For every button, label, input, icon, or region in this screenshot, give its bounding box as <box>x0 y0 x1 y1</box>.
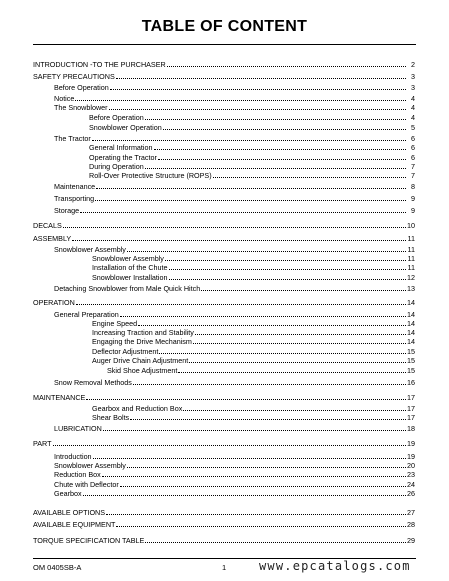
toc-entry-label: Snowblower Assembly <box>92 254 164 263</box>
toc-entry-label: Introduction <box>54 452 92 461</box>
dot-leader <box>120 316 406 317</box>
toc-entry-page: 2 <box>411 60 415 69</box>
toc-entry-page: 7 <box>411 171 415 180</box>
dot-leader <box>106 514 406 515</box>
toc-entry <box>54 246 415 254</box>
dot-leader <box>75 100 406 101</box>
toc-entry-label: LUBRICATION <box>54 424 102 433</box>
toc-entry-label: The Tractor <box>54 134 91 143</box>
toc-entry-page: 10 <box>407 221 415 230</box>
toc-entry <box>92 348 415 356</box>
toc-entry-page: 6 <box>411 153 415 162</box>
toc-entry-page: 11 <box>407 234 415 243</box>
toc-entry-label: Snowblower Assembly <box>54 461 126 470</box>
toc-entry-page: 9 <box>411 206 415 215</box>
dot-leader <box>96 188 406 189</box>
toc-entry-label: Installation of the Chute <box>92 263 168 272</box>
toc-entry-page: 27 <box>407 508 415 517</box>
toc-entry <box>54 471 415 479</box>
toc-entry-page: 3 <box>411 83 415 92</box>
toc-entry-label: OPERATION <box>33 298 75 307</box>
toc-entry <box>54 84 415 92</box>
dot-leader <box>93 458 406 459</box>
toc-entry-page: 17 <box>407 393 415 402</box>
toc-entry-page: 14 <box>407 328 415 337</box>
toc-entry-label: MAINTENANCE <box>33 393 86 402</box>
toc-entry-label: Before Operation <box>54 83 109 92</box>
toc-entry <box>54 453 415 461</box>
dot-leader <box>213 177 406 178</box>
toc-entry-page: 4 <box>411 94 415 103</box>
dot-leader <box>183 410 406 411</box>
toc-entry-label: General Information <box>89 143 153 152</box>
toc-entry <box>54 311 415 319</box>
dot-leader <box>145 168 406 169</box>
toc-entry-label: TORQUE SPECIFICATION TABLE <box>33 536 145 545</box>
toc-entry <box>33 509 415 517</box>
toc-entry <box>54 462 415 470</box>
toc-entry <box>92 329 415 337</box>
page-title: TABLE OF CONTENT <box>141 18 308 35</box>
dot-leader <box>178 372 406 373</box>
toc-entry-page: 3 <box>411 72 415 81</box>
toc-entry-page: 16 <box>407 378 415 387</box>
toc-entry <box>33 394 415 402</box>
dot-leader <box>53 445 406 446</box>
toc-entry-page: 11 <box>407 263 415 272</box>
toc-entry-page: 11 <box>407 254 415 263</box>
toc-entry-page: 4 <box>411 113 415 122</box>
toc-entry-label: Engaging the Drive Mechanism <box>92 337 192 346</box>
toc-entry-label: During Operation <box>89 162 144 171</box>
toc-entry-label: PART <box>33 439 52 448</box>
toc-entry-page: 15 <box>407 366 415 375</box>
toc-entry <box>54 285 415 293</box>
toc-entry-page: 8 <box>411 182 415 191</box>
dot-leader <box>110 89 406 90</box>
toc-entry <box>89 163 415 171</box>
dot-leader <box>109 109 406 110</box>
dot-leader <box>72 240 406 241</box>
toc-entry <box>54 104 415 112</box>
dot-leader <box>193 343 406 344</box>
toc-entry-page: 15 <box>407 347 415 356</box>
toc-entry <box>54 207 415 215</box>
toc-entry-label: Maintenance <box>54 182 96 191</box>
toc-entry <box>33 537 415 545</box>
dot-leader <box>116 78 406 79</box>
dot-leader <box>189 362 406 363</box>
toc-entry <box>92 320 415 328</box>
toc-entry-page: 14 <box>407 319 415 328</box>
toc-entry <box>33 235 415 243</box>
toc-entry-label: Snow Removal Methods <box>54 378 132 387</box>
dot-leader <box>127 467 406 468</box>
toc-entry-page: 14 <box>407 337 415 346</box>
toc-entry-page: 18 <box>407 424 415 433</box>
toc-entry-label: Engine Speed <box>92 319 138 328</box>
dot-leader <box>169 269 406 270</box>
toc-entry <box>92 274 415 282</box>
toc-entry-label: Reduction Box <box>54 470 101 479</box>
toc-entry-page: 29 <box>407 536 415 545</box>
toc-entry <box>92 255 415 263</box>
toc-entry-label: Roll-Over Protective Structure (ROPS) <box>89 171 212 180</box>
toc-entry <box>54 379 415 387</box>
toc-entry <box>54 481 415 489</box>
dot-leader <box>120 486 406 487</box>
toc-entry <box>89 144 415 152</box>
toc-entry-page: 14 <box>407 310 415 319</box>
dot-leader <box>195 334 406 335</box>
dot-leader <box>102 476 406 477</box>
toc-entry-page: 19 <box>407 452 415 461</box>
dot-leader <box>76 304 406 305</box>
toc-entry-label: AVAILABLE OPTIONS <box>33 508 106 517</box>
toc-entry <box>33 61 415 69</box>
dot-leader <box>145 119 406 120</box>
toc-entry <box>54 183 415 191</box>
dot-leader <box>86 399 406 400</box>
toc-entry <box>89 114 415 122</box>
toc-entry-label: Increasing Traction and Stability <box>92 328 194 337</box>
toc-entry-label: Before Operation <box>89 113 144 122</box>
toc-entry <box>92 405 415 413</box>
dot-leader <box>158 159 406 160</box>
toc-entry-page: 6 <box>411 143 415 152</box>
toc-entry-label: AVAILABLE EQUIPMENT <box>33 520 116 529</box>
toc-entry-page: 12 <box>407 273 415 282</box>
toc-entry-label: Deflector Adjustment <box>92 347 159 356</box>
toc-entry-label: Storage <box>54 206 80 215</box>
dot-leader <box>103 430 406 431</box>
toc-entry <box>33 440 415 448</box>
toc-entry <box>33 299 415 307</box>
toc-entry-page: 24 <box>407 480 415 489</box>
toc-entry-label: Gearbox and Reduction Box <box>92 404 183 413</box>
toc-entry-label: Auger Drive Chain Adjustment <box>92 356 189 365</box>
dot-leader <box>63 227 406 228</box>
dot-leader <box>145 542 406 543</box>
toc-entry <box>92 414 415 422</box>
dot-leader <box>130 419 406 420</box>
toc-entry-label: Skid Shoe Adjustment <box>107 366 178 375</box>
toc-entry <box>54 195 415 203</box>
toc-entry-label: General Preparation <box>54 310 119 319</box>
toc-entry <box>92 264 415 272</box>
toc-entry-label: The Snowblower <box>54 103 108 112</box>
toc-entry-label: Detaching Snowblower from Male Quick Hitch <box>54 284 201 293</box>
document-code: OM 0405SB-A <box>33 563 82 572</box>
toc-entry-page: 7 <box>411 162 415 171</box>
toc-entry-label: INTRODUCTION -TO THE PURCHASER <box>33 60 166 69</box>
toc-entry <box>54 425 415 433</box>
toc-entry-label: Gearbox <box>54 489 82 498</box>
toc-entry-page: 17 <box>407 404 415 413</box>
toc-entry <box>54 95 415 103</box>
dot-leader <box>92 140 406 141</box>
toc-entry-label: Shear Bolts <box>92 413 130 422</box>
toc-entry-page: 6 <box>411 134 415 143</box>
toc-entry-page: 4 <box>411 103 415 112</box>
toc-entry <box>33 73 415 81</box>
toc-entry-page: 9 <box>411 194 415 203</box>
toc-entry <box>107 367 415 375</box>
toc-entry <box>33 222 415 230</box>
page-number: 1 <box>222 563 227 572</box>
dot-leader <box>169 279 406 280</box>
toc-entry-page: 14 <box>407 298 415 307</box>
dot-leader <box>83 495 406 496</box>
dot-leader <box>127 251 406 252</box>
dot-leader <box>95 200 406 201</box>
watermark: www.epcatalogs.com <box>259 559 411 573</box>
dot-leader <box>165 260 406 261</box>
toc-entry-label: Snowblower Installation <box>92 273 168 282</box>
toc-entry-label: ASSEMBLY <box>33 234 72 243</box>
toc-entry-page: 13 <box>407 284 415 293</box>
toc-entry-label: Chute with Deflector <box>54 480 119 489</box>
dot-leader <box>167 66 406 67</box>
toc-entry <box>92 357 415 365</box>
toc-entry <box>33 521 415 529</box>
dot-leader <box>80 212 406 213</box>
toc-entry <box>89 154 415 162</box>
dot-leader <box>201 290 406 291</box>
dot-leader <box>159 353 406 354</box>
toc-entry-page: 26 <box>407 489 415 498</box>
dot-leader <box>163 129 406 130</box>
toc-entry-label: Operating the Tractor <box>89 153 157 162</box>
toc-entry-label: Snowblower Assembly <box>54 245 126 254</box>
toc-entry <box>54 135 415 143</box>
toc-entry-label: Snowblower Operation <box>89 123 162 132</box>
dot-leader <box>133 384 406 385</box>
toc-entry <box>92 338 415 346</box>
toc-entry-page: 5 <box>411 123 415 132</box>
toc-entry-page: 15 <box>407 356 415 365</box>
toc-entry <box>89 124 415 132</box>
dot-leader <box>116 526 406 527</box>
toc-entry-label: SAFETY PRECAUTIONS <box>33 72 115 81</box>
toc-entry-page: 19 <box>407 439 415 448</box>
toc-entry <box>54 490 415 498</box>
toc-entry-page: 17 <box>407 413 415 422</box>
toc-entry-page: 20 <box>407 461 415 470</box>
toc-entry-page: 11 <box>407 245 415 254</box>
toc-entry-label: Notice <box>54 94 75 103</box>
toc-entry-label: Transporting <box>54 194 95 203</box>
toc-entry-page: 23 <box>407 470 415 479</box>
dot-leader <box>154 149 406 150</box>
toc-entry-label: DECALS <box>33 221 62 230</box>
dot-leader <box>138 325 406 326</box>
toc-entry-page: 28 <box>407 520 415 529</box>
toc-entry <box>89 172 415 180</box>
